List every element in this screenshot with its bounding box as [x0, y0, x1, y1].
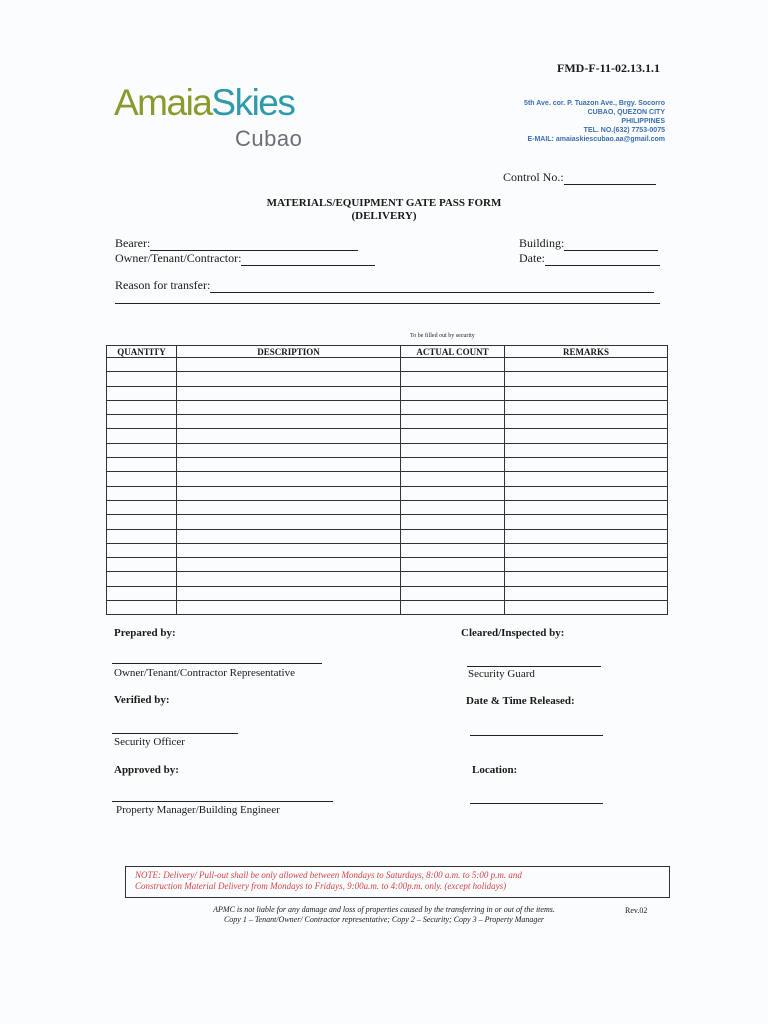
remarks-cell[interactable]: [505, 372, 668, 386]
actual-count-cell[interactable]: [401, 601, 505, 615]
quantity-cell[interactable]: [107, 500, 177, 514]
remarks-cell[interactable]: [505, 500, 668, 514]
remarks-cell[interactable]: [505, 515, 668, 529]
table-row: [107, 400, 668, 414]
logo-text-skies: Skies: [211, 82, 295, 123]
disclaimer-line2: Copy 1 – Tenant/Owner/ Contractor representative; Copy 2 – Security; Copy 3 – Property Manager: [223, 915, 545, 924]
quantity-cell[interactable]: [107, 543, 177, 557]
actual-count-cell[interactable]: [401, 500, 505, 514]
verified-by-label: Verified by:: [114, 694, 170, 706]
approved-by-label: Approved by:: [114, 764, 179, 776]
quantity-cell[interactable]: [107, 443, 177, 457]
owner-field[interactable]: [115, 251, 375, 266]
date-time-released-label: Date & Time Released:: [466, 695, 575, 707]
table-row: [107, 572, 668, 586]
col-actual-count: ACTUAL COUNT: [401, 346, 505, 358]
revision-label: Rev.02: [625, 906, 648, 915]
table-row: [107, 415, 668, 429]
description-cell[interactable]: [177, 543, 401, 557]
quantity-cell[interactable]: [107, 486, 177, 500]
table-row: [107, 386, 668, 400]
verified-by-signature-line[interactable]: [112, 733, 238, 734]
actual-count-cell[interactable]: [401, 415, 505, 429]
actual-count-cell[interactable]: [401, 529, 505, 543]
description-cell[interactable]: [177, 472, 401, 486]
address-line: CUBAO, QUEZON CITY: [587, 109, 665, 116]
prepared-by-signature-line[interactable]: [112, 663, 322, 664]
quantity-cell[interactable]: [107, 400, 177, 414]
col-quantity: QUANTITY: [107, 346, 177, 358]
table-row: [107, 443, 668, 457]
actual-count-cell[interactable]: [401, 458, 505, 472]
quantity-cell[interactable]: [107, 572, 177, 586]
table-row: [107, 529, 668, 543]
company-address: [524, 99, 665, 144]
description-cell[interactable]: [177, 572, 401, 586]
table-row: [107, 601, 668, 615]
remarks-cell[interactable]: [505, 529, 668, 543]
logo-text-amaia: Amaia: [114, 82, 212, 123]
bearer-field[interactable]: [115, 236, 358, 251]
actual-count-cell[interactable]: [401, 472, 505, 486]
actual-count-cell[interactable]: [401, 543, 505, 557]
items-table: [106, 345, 668, 615]
address-line: 5th Ave. cor. P. Tuazon Ave., Brgy. Socorro: [524, 100, 665, 107]
location-line[interactable]: [470, 803, 603, 804]
description-cell[interactable]: [177, 515, 401, 529]
quantity-cell[interactable]: [107, 429, 177, 443]
actual-count-cell[interactable]: [401, 400, 505, 414]
remarks-cell[interactable]: [505, 429, 668, 443]
cleared-by-signature-line[interactable]: [467, 666, 601, 667]
approved-by-role: Property Manager/Building Engineer: [116, 804, 280, 816]
security-note: To be filled out by security: [410, 333, 475, 339]
remarks-cell[interactable]: [505, 601, 668, 615]
quantity-cell[interactable]: [107, 472, 177, 486]
date-label: Date:: [519, 251, 545, 265]
description-cell[interactable]: [177, 358, 401, 372]
building-label: Building:: [519, 236, 565, 250]
control-number-line[interactable]: [564, 184, 656, 185]
form-code: FMD-F-11-02.13.1.1: [557, 61, 660, 75]
delivery-note: [135, 870, 522, 892]
remarks-cell[interactable]: [505, 415, 668, 429]
remarks-cell[interactable]: [505, 558, 668, 572]
description-cell[interactable]: [177, 415, 401, 429]
remarks-cell[interactable]: [505, 472, 668, 486]
description-cell[interactable]: [177, 386, 401, 400]
table-header-row: [107, 346, 668, 358]
description-cell[interactable]: [177, 429, 401, 443]
quantity-cell[interactable]: [107, 372, 177, 386]
table-row: [107, 543, 668, 557]
description-cell[interactable]: [177, 601, 401, 615]
verified-by-role: Security Officer: [114, 736, 185, 748]
actual-count-cell[interactable]: [401, 586, 505, 600]
table-row: [107, 500, 668, 514]
address-line: E-MAIL: amaiaskiescubao.aa@gmail.com: [527, 136, 665, 143]
date-time-released-line[interactable]: [470, 735, 603, 736]
quantity-cell[interactable]: [107, 458, 177, 472]
location-label: Location:: [472, 764, 518, 776]
reason-line-2[interactable]: [115, 303, 660, 304]
disclaimer: [0, 905, 768, 925]
cleared-by-label: Cleared/Inspected by:: [461, 627, 565, 639]
actual-count-cell[interactable]: [401, 515, 505, 529]
actual-count-cell[interactable]: [401, 386, 505, 400]
remarks-cell[interactable]: [505, 586, 668, 600]
company-logo: [114, 82, 294, 124]
quantity-cell[interactable]: [107, 529, 177, 543]
description-cell[interactable]: [177, 400, 401, 414]
table-row: [107, 458, 668, 472]
table-row: [107, 358, 668, 372]
delivery-note-line1: NOTE: Delivery/ Pull-out shall be only allowed between Mondays to Saturdays, 8:00 a.m. to 5:00 p.m. and: [135, 870, 522, 880]
table-row: [107, 515, 668, 529]
form-title-line2: (DELIVERY): [351, 210, 417, 222]
remarks-cell[interactable]: [505, 400, 668, 414]
table-row: [107, 429, 668, 443]
address-line: PHILIPPINES: [621, 118, 665, 125]
actual-count-cell[interactable]: [401, 372, 505, 386]
description-cell[interactable]: [177, 443, 401, 457]
logo-subtitle: Cubao: [235, 126, 303, 151]
quantity-cell[interactable]: [107, 515, 177, 529]
actual-count-cell[interactable]: [401, 358, 505, 372]
actual-count-cell[interactable]: [401, 443, 505, 457]
remarks-cell[interactable]: [505, 358, 668, 372]
bearer-label: Bearer:: [115, 236, 151, 250]
prepared-by-role: Owner/Tenant/Contractor Representative: [114, 667, 295, 679]
description-cell[interactable]: [177, 486, 401, 500]
control-number-field[interactable]: [503, 170, 656, 185]
remarks-cell[interactable]: [505, 386, 668, 400]
quantity-cell[interactable]: [107, 601, 177, 615]
prepared-by-label: Prepared by:: [114, 627, 176, 639]
table-row: [107, 372, 668, 386]
form-title: [0, 197, 768, 223]
table-row: [107, 486, 668, 500]
disclaimer-line1: APMC is not liable for any damage and loss of properties caused by the transferring in or out of the items.: [213, 905, 555, 914]
date-line[interactable]: [545, 265, 660, 266]
description-cell[interactable]: [177, 586, 401, 600]
table-row: [107, 586, 668, 600]
owner-line[interactable]: [241, 265, 375, 266]
control-number-label: Control No.:: [503, 170, 564, 184]
delivery-note-line2: Construction Material Delivery from Mondays to Fridays, 9:00a.m. to 4:00p.m. only. (except holidays): [135, 881, 507, 891]
remarks-cell[interactable]: [505, 486, 668, 500]
description-cell[interactable]: [177, 558, 401, 572]
description-cell[interactable]: [177, 500, 401, 514]
reason-line[interactable]: [210, 292, 654, 293]
description-cell[interactable]: [177, 458, 401, 472]
table-row: [107, 472, 668, 486]
approved-by-signature-line[interactable]: [112, 801, 333, 802]
date-field[interactable]: [519, 251, 660, 266]
remarks-cell[interactable]: [505, 458, 668, 472]
remarks-cell[interactable]: [505, 443, 668, 457]
reason-field[interactable]: [115, 278, 654, 293]
actual-count-cell[interactable]: [401, 572, 505, 586]
cleared-by-role: Security Guard: [468, 668, 535, 680]
remarks-cell[interactable]: [505, 543, 668, 557]
actual-count-cell[interactable]: [401, 558, 505, 572]
quantity-cell[interactable]: [107, 386, 177, 400]
col-remarks: REMARKS: [505, 346, 668, 358]
address-line: TEL. NO.(632) 7753-0075: [583, 127, 665, 134]
quantity-cell[interactable]: [107, 358, 177, 372]
actual-count-cell[interactable]: [401, 486, 505, 500]
owner-label: Owner/Tenant/Contractor:: [115, 251, 242, 265]
col-description: DESCRIPTION: [177, 346, 401, 358]
remarks-cell[interactable]: [505, 572, 668, 586]
quantity-cell[interactable]: [107, 558, 177, 572]
actual-count-cell[interactable]: [401, 429, 505, 443]
description-cell[interactable]: [177, 372, 401, 386]
building-field[interactable]: [519, 236, 658, 251]
description-cell[interactable]: [177, 529, 401, 543]
reason-label: Reason for transfer:: [115, 278, 211, 292]
quantity-cell[interactable]: [107, 586, 177, 600]
form-title-line1: MATERIALS/EQUIPMENT GATE PASS FORM: [266, 197, 502, 209]
quantity-cell[interactable]: [107, 415, 177, 429]
table-row: [107, 558, 668, 572]
